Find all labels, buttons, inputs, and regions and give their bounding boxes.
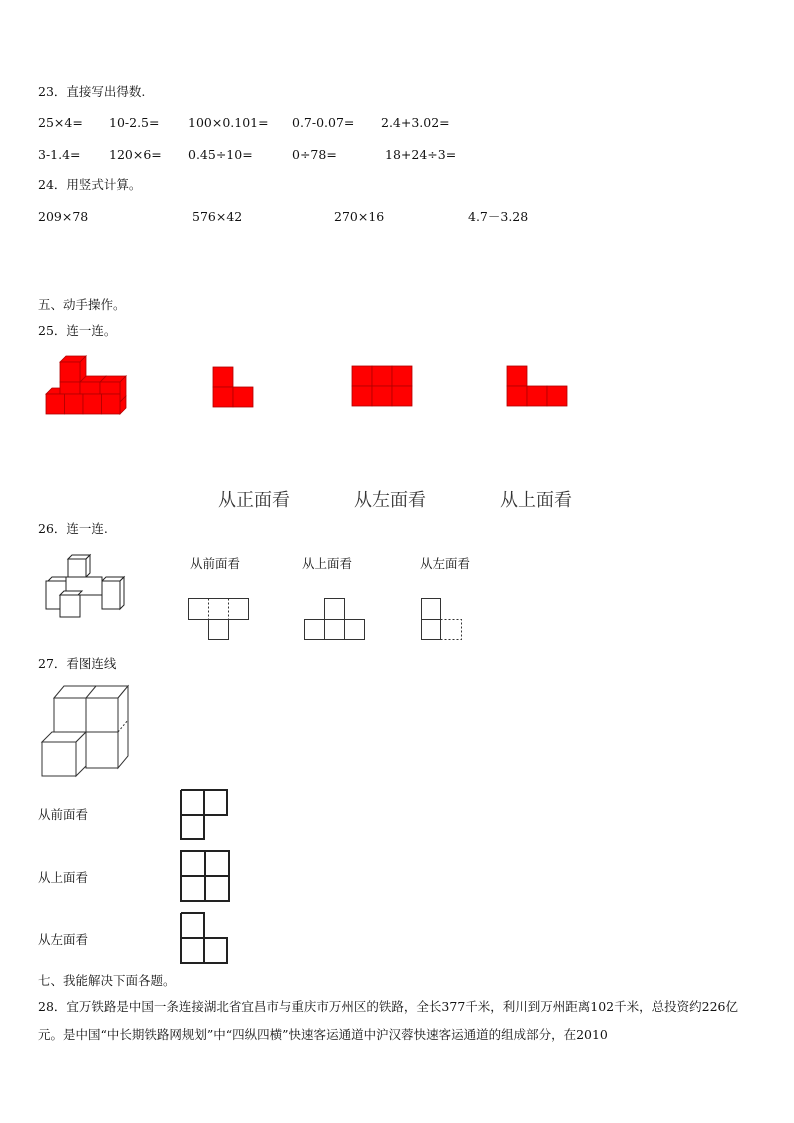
q25-solid-figure (46, 356, 126, 416)
q23-r2-c4: 0÷78= (292, 147, 337, 162)
q26-view-shape-c (421, 598, 465, 642)
q23-r2-c5: 18+24÷3= (385, 147, 457, 162)
q24-item-1: 209×78 (38, 209, 89, 224)
q23-r2-c1: 3-1.4= (38, 147, 81, 162)
q25-view-label-left: 从左面看 (354, 490, 426, 511)
q26-view-shape-a (188, 598, 252, 642)
q25-title: 25．连一连。 (38, 323, 117, 338)
q26-view-label-left: 从左面看 (420, 556, 471, 571)
q26-view-label-top: 从上面看 (302, 556, 353, 571)
q27-view-shape-b (180, 850, 232, 904)
q27-view-label-left: 从左面看 (38, 932, 89, 947)
q24-item-4: 4.7－3.28 (468, 209, 529, 224)
q25-view-shape-a (213, 367, 255, 409)
q23-r2-c3: 0.45÷10= (188, 147, 253, 162)
q25-view-shape-b (352, 366, 414, 408)
q26-cube-stack (44, 553, 126, 621)
q23-r1-c2: 10-2.5= (109, 115, 160, 130)
q24-title: 24．用竖式计算。 (38, 177, 142, 192)
q24-item-3: 270×16 (334, 209, 385, 224)
q26-title: 26．连一连. (38, 521, 108, 536)
q27-view-shape-a (180, 789, 230, 841)
q23-title: 23．直接写出得数. (38, 84, 146, 99)
q25-view-label-top: 从上面看 (500, 490, 572, 511)
q23-r1-c1: 25×4= (38, 115, 83, 130)
section-5-title: 五、动手操作。 (38, 297, 126, 312)
q25-view-shape-c (507, 366, 569, 408)
q27-view-label-front: 从前面看 (38, 807, 89, 822)
q23-r1-c5: 2.4+3.02= (381, 115, 450, 130)
q27-view-shape-c (180, 912, 230, 966)
q25-view-label-front: 从正面看 (218, 490, 290, 511)
q23-r1-c3: 100×0.101= (188, 115, 269, 130)
q23-r2-c2: 120×6= (109, 147, 162, 162)
section-7-title: 七、我能解决下面各题。 (38, 973, 176, 988)
q26-view-label-front: 从前面看 (190, 556, 241, 571)
q27-title: 27．看图连线 (38, 656, 117, 671)
q27-solid-figure (40, 684, 132, 780)
q28-text: 28．宜万铁路是中国一条连接湖北省宜昌市与重庆市万州区的铁路，全长377千米，利川到万州距离102千米，总投资约226亿元。是中国“中长期铁路网规划”中“四纵四横”快速客运通道中沪汉蓉快速客运通道的组成部分，在2010 (38, 999, 738, 1042)
q27-view-label-top: 从上面看 (38, 870, 89, 885)
q23-r1-c4: 0.7-0.07= (292, 115, 355, 130)
q26-view-shape-b (304, 598, 368, 642)
q24-item-2: 576×42 (192, 209, 243, 224)
